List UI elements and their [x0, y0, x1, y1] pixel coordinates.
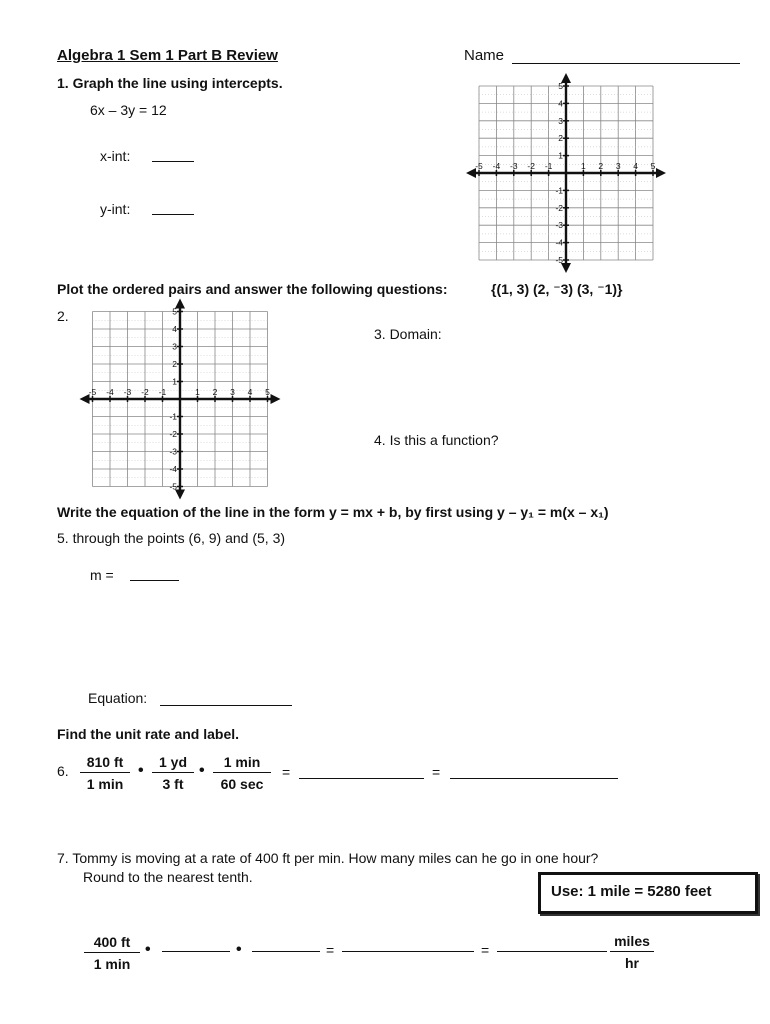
q2-x-tick-label: 1	[195, 387, 200, 397]
equals-sign: =	[432, 764, 441, 780]
q1-prompt: 1. Graph the line using intercepts.	[57, 75, 283, 91]
q1-y-tick-label: -5	[555, 255, 563, 265]
q1-yint-label: y-int:	[100, 201, 131, 217]
equals-sign: =	[282, 764, 291, 780]
q1-y-tick-label: 5	[558, 81, 563, 91]
q1-x-tick-label: 2	[598, 161, 604, 171]
q1-y-tick-label: -3	[555, 220, 563, 231]
name-label: Name	[464, 47, 505, 64]
q2-y-tick-label: -5	[169, 481, 177, 492]
q6-label: 6.	[57, 763, 69, 779]
q2-y-tick-label: -3	[169, 446, 177, 457]
slope-label: m =	[90, 567, 114, 583]
q2-y-tick-label: 3	[172, 341, 177, 352]
q2-y-tick-label: 1	[172, 376, 177, 387]
q1-y-tick-label: 1	[558, 150, 563, 161]
fraction-1-denominator: 1 min	[86, 776, 124, 792]
q1-y-tick-label: 2	[558, 133, 563, 144]
fraction-2-numerator: 1 yd	[152, 754, 194, 773]
slope-blank[interactable]	[130, 580, 179, 581]
q5-prompt: 5. through the points (6, 9) and (5, 3)	[57, 530, 286, 546]
q6-answer-blank-2[interactable]	[450, 778, 618, 779]
q7-result-units	[610, 933, 654, 971]
q2-x-tick-label: 3	[230, 387, 235, 397]
unit-rate-heading: Find the unit rate and label.	[57, 726, 240, 742]
q2-x-tick-label: -2	[141, 387, 149, 397]
q2-x-tick-label: -5	[88, 387, 97, 397]
fraction-1-numerator: 810 ft	[80, 754, 130, 773]
q1-y-tick-label: -4	[555, 237, 563, 248]
q2-label: 2.	[57, 308, 69, 324]
q7-fraction	[84, 934, 140, 972]
multiply-dot: •	[145, 941, 151, 958]
fraction-2-denominator: 3 ft	[162, 776, 184, 792]
q1-y-tick-label: -2	[555, 202, 563, 213]
conversion-box	[538, 872, 758, 914]
equals-sign: =	[326, 942, 335, 958]
q7-fraction-numerator: 400 ft	[84, 934, 140, 953]
q1-x-tick-label: -4	[492, 161, 501, 171]
fraction-3-numerator: 1 min	[213, 754, 271, 773]
q7-blank-2[interactable]	[252, 951, 320, 952]
q2-arrow-right-icon	[271, 394, 281, 404]
q2-y-tick-label: 4	[172, 324, 177, 334]
fraction-3-denominator: 60 sec	[220, 776, 264, 792]
q2-x-tick-label: -3	[123, 387, 132, 397]
q1-x-tick-label: -1	[544, 161, 553, 171]
q1-y-tick-label: 3	[558, 115, 563, 126]
multiply-dot: •	[236, 941, 242, 958]
multiply-dot: •	[199, 762, 205, 779]
q1-x-tick-label: 3	[615, 161, 621, 171]
q2-y-tick-label: -1	[169, 411, 177, 422]
q1-xint-label: x-int:	[100, 148, 131, 164]
q7-fraction-denominator: 1 min	[93, 956, 131, 972]
equals-sign: =	[481, 942, 490, 958]
q7-result-denominator: hr	[625, 955, 639, 971]
q6-answer-blank-1[interactable]	[299, 778, 424, 779]
q2-x-tick-label: 2	[212, 387, 218, 397]
q2-y-tick-label: 2	[172, 359, 177, 369]
q7-blank-4[interactable]	[497, 951, 607, 952]
q1-arrow-right-icon	[656, 168, 666, 178]
q1-x-tick-label: 4	[633, 161, 638, 171]
fraction-3	[213, 754, 271, 792]
q7-blank-3[interactable]	[342, 951, 474, 952]
conversion-text: Use: 1 mile = 5280 feet	[551, 883, 712, 900]
q7-result-numerator: miles	[610, 933, 654, 952]
fraction-2	[152, 754, 194, 792]
q2-x-tick-label: -1	[158, 387, 167, 397]
q2-y-tick-label: -2	[169, 429, 177, 439]
q2-x-tick-label: 4	[247, 387, 253, 397]
q1-y-tick-label: -1	[555, 185, 563, 196]
q1-x-tick-label: -2	[527, 161, 535, 171]
fraction-1	[80, 754, 130, 792]
q1-x-tick-label: -5	[475, 161, 483, 171]
line-instruction: Write the equation of the line in the form y = mx + b, by first using y – y₁ = m(x – x₁)	[57, 504, 609, 520]
q1-equation: 6x – 3y = 12	[90, 102, 167, 118]
equation-blank[interactable]	[160, 705, 292, 706]
equation-label: Equation:	[88, 690, 148, 706]
q1-x-tick-label: -3	[510, 161, 518, 171]
q1-y-tick-label: 4	[558, 98, 563, 109]
q7-prompt: 7. Tommy is moving at a rate of 400 ft per min. How many miles can he go in one hour?	[57, 850, 599, 866]
q2-x-tick-label: -4	[106, 387, 114, 397]
q3-domain: 3. Domain:	[374, 326, 442, 342]
q1-x-tick-label: 1	[581, 161, 586, 171]
q1-x-tick-label: 5	[650, 161, 656, 171]
q2-grid	[80, 299, 281, 500]
plot-instruction: Plot the ordered pairs and answer the following questions:	[57, 281, 448, 297]
q1-grid	[466, 73, 666, 273]
multiply-dot: •	[138, 762, 144, 779]
q2-x-tick-label: 5	[265, 387, 270, 397]
q7-instruction: Round to the nearest tenth.	[83, 869, 253, 885]
page-title: Algebra 1 Sem 1 Part B Review	[57, 47, 278, 64]
q7-blank-1[interactable]	[162, 951, 230, 952]
q4-function: 4. Is this a function?	[374, 432, 499, 448]
ordered-pairs-set: {(1, 3) (2, ⁻3) (3, ⁻1)}	[491, 281, 623, 297]
q2-y-tick-label: -4	[169, 464, 177, 474]
q2-y-tick-label: 5	[172, 306, 177, 317]
